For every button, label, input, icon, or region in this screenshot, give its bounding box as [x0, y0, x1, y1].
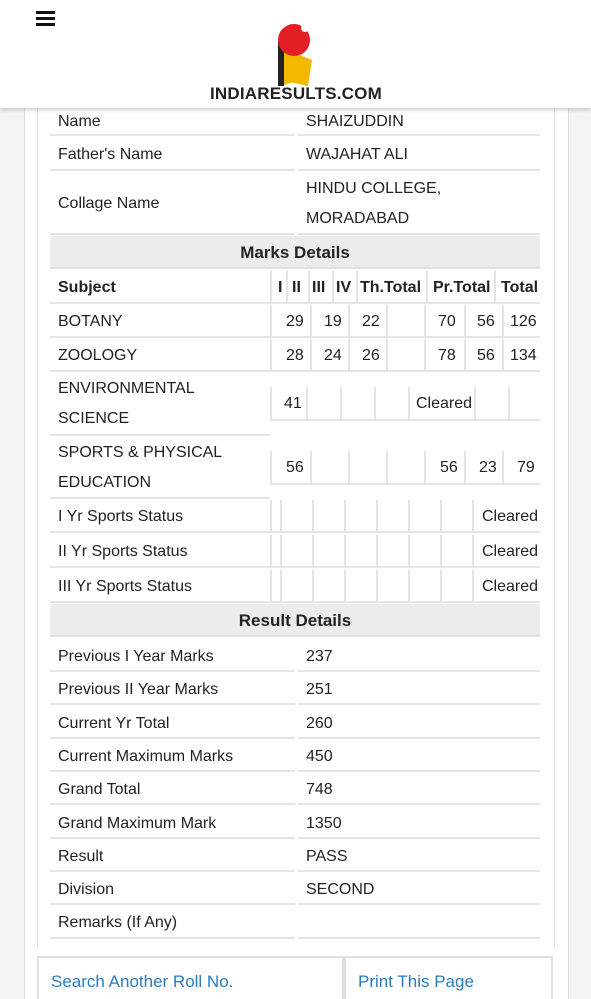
result-value: 237	[306, 648, 333, 665]
site-logo[interactable]	[210, 20, 380, 106]
label-college: Collage Name	[58, 195, 160, 212]
header-subject: Subject	[58, 279, 116, 296]
sports-status-1-value: Cleared	[482, 508, 539, 525]
info-row-college	[50, 173, 540, 235]
env-status: Cleared	[416, 395, 473, 412]
marks-row-sports-status-1	[50, 500, 540, 533]
result-row	[50, 740, 540, 772]
marks-row-botany	[50, 305, 540, 338]
result-value: 748	[306, 781, 333, 798]
logo-mark-icon	[210, 20, 380, 86]
sports-i: 56	[286, 459, 304, 476]
result-label: Grand Total	[58, 781, 141, 798]
info-row-father	[50, 138, 540, 171]
zoology-iii: 26	[362, 347, 380, 364]
botany-th-total: 70	[438, 313, 456, 330]
botany-ii: 19	[324, 313, 342, 330]
subject-env-line1: ENVIRONMENTAL	[58, 380, 195, 397]
value-father: WAJAHAT ALI	[306, 146, 408, 163]
subject-zoology: ZOOLOGY	[58, 347, 138, 364]
result-row	[50, 640, 540, 672]
subject-env-line2: SCIENCE	[58, 410, 130, 427]
label-father: Father's Name	[58, 146, 163, 163]
zoology-pr-total: 56	[477, 347, 495, 364]
value-college-line1: HINDU COLLEGE,	[306, 180, 442, 197]
header-iii: III	[312, 279, 326, 296]
result-row	[50, 906, 540, 939]
value-name: SHAIZUDDIN	[306, 113, 404, 130]
result-row	[50, 773, 540, 805]
info-row-name	[50, 108, 540, 136]
sports-status-3-value: Cleared	[482, 578, 539, 595]
sports-status-2-value: Cleared	[482, 543, 539, 560]
sports-total: 79	[517, 459, 535, 476]
result-value: 1350	[306, 815, 342, 832]
header-iv: IV	[336, 279, 352, 296]
botany-total: 126	[510, 313, 537, 330]
sports-status-3-label: III Yr Sports Status	[58, 578, 192, 595]
botany-i: 29	[286, 313, 304, 330]
result-label: Result	[58, 848, 104, 865]
header-pr-total: Pr.Total	[433, 279, 491, 296]
header-ii: II	[292, 279, 301, 296]
result-label: Current Maximum Marks	[58, 748, 234, 765]
marks-row-sports	[50, 437, 540, 499]
print-page-link[interactable]: Print This Page	[358, 972, 474, 991]
zoology-th-total: 78	[438, 347, 456, 364]
result-details-heading: Result Details	[50, 604, 540, 637]
result-row	[50, 673, 540, 705]
result-value: 450	[306, 748, 333, 765]
marks-row-zoology	[50, 339, 540, 372]
sports-status-1-label: I Yr Sports Status	[58, 508, 184, 525]
result-label: Current Yr Total	[58, 715, 170, 732]
botany-iii: 22	[362, 313, 380, 330]
botany-pr-total: 56	[477, 313, 495, 330]
result-value: 251	[306, 681, 333, 698]
subject-sports-line2: EDUCATION	[58, 474, 152, 491]
result-label: Remarks (If Any)	[58, 914, 178, 931]
header-i: I	[278, 279, 283, 296]
value-college-line2: MORADABAD	[306, 210, 410, 227]
result-row	[50, 807, 540, 839]
result-label: Division	[58, 881, 115, 898]
result-value: PASS	[306, 848, 348, 865]
result-label: Previous I Year Marks	[58, 648, 214, 665]
menu-icon[interactable]	[36, 11, 55, 27]
zoology-total: 134	[510, 347, 537, 364]
marks-row-sports-status-3	[50, 570, 540, 603]
marks-header-row	[50, 271, 540, 304]
zoology-i: 28	[286, 347, 304, 364]
result-value: SECOND	[306, 881, 375, 898]
subject-botany: BOTANY	[58, 313, 123, 330]
header-total: Total	[501, 279, 539, 296]
result-value: 260	[306, 715, 333, 732]
result-label: Grand Maximum Mark	[58, 815, 217, 832]
header-th-total: Th.Total	[360, 279, 422, 296]
marks-details-heading: Marks Details	[50, 236, 540, 269]
sports-pr-total: 23	[479, 459, 497, 476]
zoology-ii: 24	[324, 347, 342, 364]
env-i: 41	[284, 395, 302, 412]
result-label: Previous II Year Marks	[58, 681, 219, 698]
result-row	[50, 707, 540, 739]
subject-sports-line1: SPORTS & PHYSICAL	[58, 444, 223, 461]
logo-text: INDIARESULTS.COM	[210, 84, 382, 103]
label-name: Name	[58, 113, 101, 130]
search-another-roll-link[interactable]: Search Another Roll No.	[51, 972, 234, 991]
sports-th-total: 56	[440, 459, 458, 476]
marks-row-sports-status-2	[50, 535, 540, 568]
search-action-box	[37, 956, 344, 999]
print-action-box	[344, 956, 553, 999]
site-header	[0, 0, 591, 108]
result-row	[50, 873, 540, 905]
marks-row-env-science	[50, 373, 540, 436]
sports-status-2-label: II Yr Sports Status	[58, 543, 188, 560]
result-row	[50, 840, 540, 872]
